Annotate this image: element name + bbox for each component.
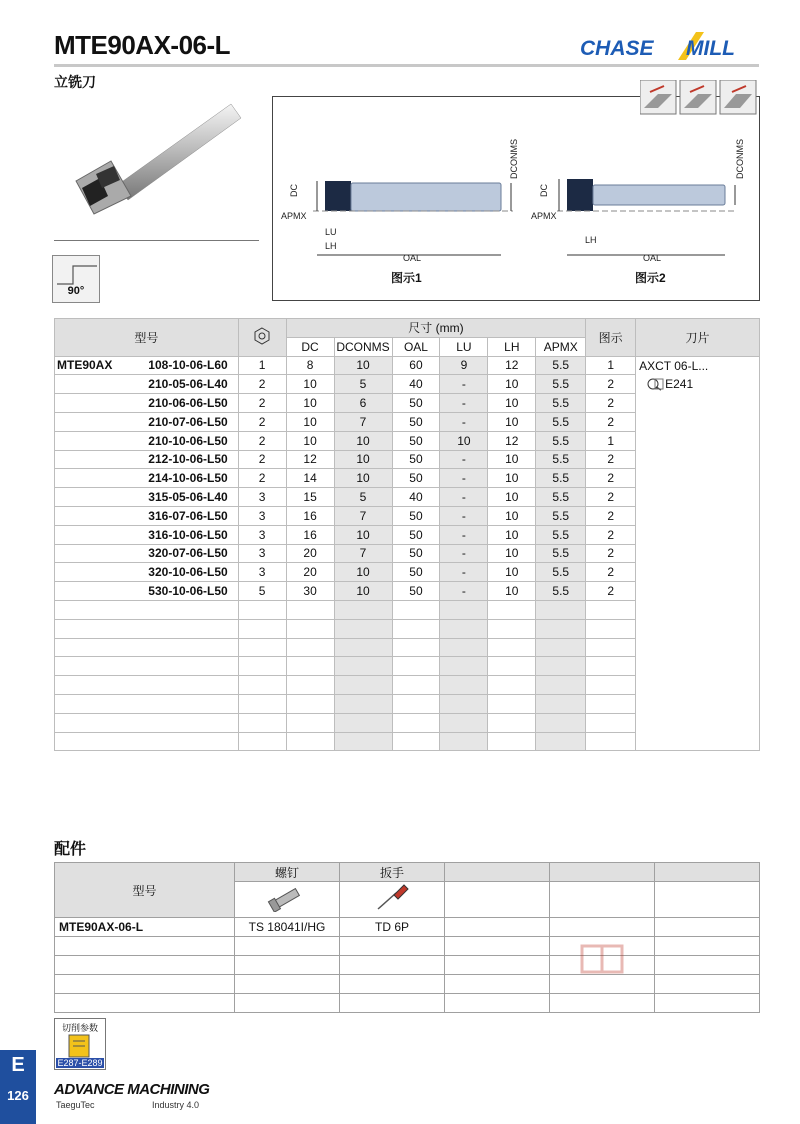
insert-name: AXCT 06-L... [639, 358, 709, 373]
acc-col-empty [445, 863, 550, 882]
cutting-params-label: 切削参数 [61, 1023, 98, 1033]
cell-dconms [334, 657, 392, 676]
cell-lh: 10 [488, 412, 536, 431]
model-code: 210-10-06-L50 [148, 433, 228, 448]
cell-z [238, 619, 286, 638]
svg-text:LH: LH [585, 235, 597, 245]
cell-lu: - [440, 412, 488, 431]
row-model [55, 488, 239, 507]
cell-lh [488, 657, 536, 676]
cell-dconms [334, 676, 392, 695]
svg-text:OAL: OAL [643, 253, 662, 263]
cell-fig: 2 [586, 544, 636, 563]
cell-dc: 30 [286, 582, 334, 601]
acc-col-model: 型号 [55, 863, 235, 918]
cell-dc: 10 [286, 394, 334, 413]
cell-fig [586, 676, 636, 695]
col-teeth-header [238, 319, 286, 357]
cell-oal: 40 [392, 375, 440, 394]
screw-image-cell [235, 882, 340, 918]
fig2-caption: 图示2 [635, 271, 666, 285]
cell-dconms [334, 638, 392, 657]
sub-header-oal: OAL [392, 337, 440, 356]
svg-text:DC: DC [289, 184, 299, 197]
cell-lh [488, 619, 536, 638]
cell-oal: 50 [392, 525, 440, 544]
sub-header-apmx: APMX [536, 337, 586, 356]
wrench-image-cell [340, 882, 445, 918]
cell-fig: 1 [586, 431, 636, 450]
svg-text:APMX: APMX [531, 211, 557, 221]
fig1-apmx: APMX [281, 211, 307, 221]
chasemill-logo [578, 30, 760, 64]
cell-fig: 2 [586, 525, 636, 544]
cell-z: 2 [238, 375, 286, 394]
cell-oal [392, 676, 440, 695]
cell-z [238, 638, 286, 657]
cell-apmx [536, 657, 586, 676]
fig1-caption: 图示1 [391, 271, 422, 285]
cell-lu [440, 619, 488, 638]
cell-lh [488, 694, 536, 713]
cell-lu: - [440, 544, 488, 563]
cell-lu: - [440, 488, 488, 507]
row-model [55, 694, 239, 713]
cell-z: 2 [238, 412, 286, 431]
row-model [55, 619, 239, 638]
cell-lu: 9 [440, 356, 488, 375]
cell-lu [440, 694, 488, 713]
cell-lh [488, 638, 536, 657]
model-code: 316-07-06-L50 [148, 508, 228, 523]
cell-lu [440, 676, 488, 695]
cell-lu [440, 600, 488, 619]
cell-lh: 12 [488, 431, 536, 450]
cell-apmx [536, 638, 586, 657]
acc-col-empty [655, 863, 760, 882]
cell-fig [586, 638, 636, 657]
end-mill-image [56, 96, 256, 236]
cell-lu [440, 638, 488, 657]
cell-lh: 10 [488, 469, 536, 488]
cell-dconms: 5 [334, 488, 392, 507]
svg-text:LU: LU [325, 227, 337, 237]
cell-dconms [334, 732, 392, 751]
acc-screw: TS 18041I/HG [235, 918, 340, 937]
cell-lh [488, 732, 536, 751]
row-model [55, 356, 239, 375]
cell-dconms: 7 [334, 506, 392, 525]
row-model [55, 638, 239, 657]
cell-apmx [536, 713, 586, 732]
angle-label: 90° [67, 285, 85, 297]
cell-oal: 50 [392, 431, 440, 450]
cell-fig: 2 [586, 394, 636, 413]
col-figure-header: 图示 [586, 319, 636, 357]
cell-dconms [334, 694, 392, 713]
cell-apmx: 5.5 [536, 506, 586, 525]
cell-fig [586, 657, 636, 676]
cell-fig [586, 713, 636, 732]
cell-z: 2 [238, 450, 286, 469]
cell-dc [286, 619, 334, 638]
cell-apmx [536, 600, 586, 619]
cell-lu: 10 [440, 431, 488, 450]
footer-brand: ADVANCE MACHINING [54, 1081, 210, 1098]
cell-dconms: 5 [334, 375, 392, 394]
cutting-params-ref[interactable]: E287-E289 [57, 1058, 103, 1068]
cell-z: 2 [238, 469, 286, 488]
cell-apmx: 5.5 [536, 582, 586, 601]
table-row [55, 356, 760, 375]
cell-lu: - [440, 506, 488, 525]
cell-dc [286, 694, 334, 713]
flute-count-icon [253, 327, 271, 345]
cell-oal [392, 619, 440, 638]
cell-lh: 10 [488, 563, 536, 582]
cell-oal [392, 713, 440, 732]
cell-oal: 50 [392, 412, 440, 431]
model-code: 210-06-06-L50 [148, 396, 228, 411]
model-code: 212-10-06-L50 [148, 452, 228, 467]
cell-oal: 50 [392, 469, 440, 488]
cell-apmx: 5.5 [536, 375, 586, 394]
row-model [55, 732, 239, 751]
specification-table [54, 318, 760, 751]
cell-dc: 10 [286, 431, 334, 450]
cell-z: 2 [238, 431, 286, 450]
svg-text:OAL: OAL [403, 253, 422, 263]
cell-z [238, 732, 286, 751]
acc-col-screw: 螺钉 [235, 863, 340, 882]
cell-apmx [536, 732, 586, 751]
footer-slogan: Industry 4.0 [152, 1100, 200, 1110]
cell-lh: 10 [488, 582, 536, 601]
cell-lh: 10 [488, 506, 536, 525]
cell-apmx [536, 619, 586, 638]
model-code: 214-10-06-L50 [148, 471, 228, 486]
row-model [55, 600, 239, 619]
cell-oal [392, 600, 440, 619]
cell-lh: 10 [488, 450, 536, 469]
cell-dc: 8 [286, 356, 334, 375]
cell-lu [440, 713, 488, 732]
cell-lu: - [440, 450, 488, 469]
cell-z: 5 [238, 582, 286, 601]
row-model [55, 469, 239, 488]
row-model [55, 412, 239, 431]
cell-oal: 50 [392, 506, 440, 525]
col-model-header: 型号 [55, 319, 239, 357]
cell-lh [488, 676, 536, 695]
cell-apmx: 5.5 [536, 525, 586, 544]
cell-oal: 50 [392, 582, 440, 601]
cell-apmx: 5.5 [536, 488, 586, 507]
page-title: MTE90AX-06-L [54, 30, 231, 60]
acc-model: MTE90AX-06-L [55, 918, 235, 937]
cell-lh: 10 [488, 488, 536, 507]
row-model [55, 563, 239, 582]
cell-dc: 10 [286, 412, 334, 431]
row-model [55, 713, 239, 732]
cell-oal: 50 [392, 544, 440, 563]
cell-lu: - [440, 563, 488, 582]
cell-z: 3 [238, 488, 286, 507]
section-letter: E [11, 1054, 25, 1076]
cell-dc: 16 [286, 506, 334, 525]
cell-apmx: 5.5 [536, 412, 586, 431]
dimension-drawing [273, 97, 759, 300]
cell-z: 3 [238, 563, 286, 582]
operation-icons [640, 80, 758, 116]
row-model [55, 450, 239, 469]
cell-dc [286, 638, 334, 657]
cell-z [238, 600, 286, 619]
cell-apmx: 5.5 [536, 469, 586, 488]
accessories-title: 配件 [54, 841, 87, 858]
cell-dc [286, 732, 334, 751]
cell-fig [586, 600, 636, 619]
cell-dc [286, 676, 334, 695]
row-model [55, 506, 239, 525]
cell-dconms: 7 [334, 412, 392, 431]
cell-lh: 10 [488, 544, 536, 563]
cell-dc: 20 [286, 563, 334, 582]
cell-fig: 2 [586, 506, 636, 525]
model-code: 210-07-06-L50 [148, 414, 228, 429]
cell-lh [488, 600, 536, 619]
cell-dconms: 10 [334, 563, 392, 582]
cell-oal: 40 [392, 488, 440, 507]
cell-lh: 10 [488, 375, 536, 394]
image-divider [54, 240, 259, 241]
cell-dconms: 6 [334, 394, 392, 413]
cell-lh: 10 [488, 525, 536, 544]
cell-dc: 16 [286, 525, 334, 544]
cell-dconms: 10 [334, 450, 392, 469]
cell-apmx [536, 676, 586, 695]
cell-dconms: 10 [334, 356, 392, 375]
cell-dconms: 7 [334, 544, 392, 563]
cell-z: 3 [238, 506, 286, 525]
cell-lu: - [440, 525, 488, 544]
model-code: 210-05-06-L40 [148, 377, 228, 392]
cell-dc: 10 [286, 375, 334, 394]
cell-apmx: 5.5 [536, 544, 586, 563]
footer-company: TaeguTec [56, 1100, 95, 1110]
cell-fig: 2 [586, 563, 636, 582]
cell-dconms [334, 600, 392, 619]
cell-dconms: 10 [334, 469, 392, 488]
cell-dc [286, 713, 334, 732]
dimension-diagram [272, 96, 760, 301]
insert-link[interactable] [639, 377, 759, 391]
model-code: 108-10-06-L60 [148, 358, 228, 373]
cell-dconms: 10 [334, 431, 392, 450]
cell-dc: 20 [286, 544, 334, 563]
cell-lu [440, 732, 488, 751]
cell-z [238, 657, 286, 676]
cell-dconms [334, 713, 392, 732]
cell-fig: 2 [586, 488, 636, 507]
cell-apmx: 5.5 [536, 450, 586, 469]
cell-z: 1 [238, 356, 286, 375]
cell-oal [392, 638, 440, 657]
cell-z: 3 [238, 544, 286, 563]
cell-oal [392, 694, 440, 713]
model-code: 315-05-06-L40 [148, 490, 228, 505]
cell-apmx: 5.5 [536, 356, 586, 375]
model-prefix: MTE90AX [57, 358, 113, 373]
col-dimensions-header: 尺寸 (mm) [286, 319, 586, 338]
cell-dc: 15 [286, 488, 334, 507]
cell-lu [440, 657, 488, 676]
cell-lu: - [440, 375, 488, 394]
cell-fig: 2 [586, 582, 636, 601]
cell-apmx: 5.5 [536, 431, 586, 450]
acc-col-wrench: 扳手 [340, 863, 445, 882]
cell-oal [392, 657, 440, 676]
acc-col-empty [550, 863, 655, 882]
cell-fig [586, 732, 636, 751]
sub-header-dc: DC [286, 337, 334, 356]
model-code: 320-07-06-L50 [148, 546, 228, 561]
cell-fig: 1 [586, 356, 636, 375]
model-code: 316-10-06-L50 [148, 527, 228, 542]
cell-fig: 2 [586, 450, 636, 469]
cell-lh: 12 [488, 356, 536, 375]
row-model [55, 525, 239, 544]
svg-text:MILL: MILL [686, 37, 735, 60]
cell-fig [586, 694, 636, 713]
row-model [55, 375, 239, 394]
title-rule [54, 64, 759, 67]
magnifier-icon [645, 377, 665, 391]
insert-ref[interactable]: E241 [665, 376, 694, 391]
cell-dconms: 10 [334, 582, 392, 601]
cell-z [238, 694, 286, 713]
cell-lh: 10 [488, 394, 536, 413]
cell-apmx [536, 694, 586, 713]
screw-icon [267, 884, 307, 912]
cell-dconms: 10 [334, 525, 392, 544]
svg-text:DCONMS: DCONMS [509, 139, 519, 179]
cell-oal: 50 [392, 394, 440, 413]
acc-wrench: TD 6P [340, 918, 445, 937]
watermark-logo [538, 940, 668, 1010]
svg-text:CHASE: CHASE [580, 37, 654, 60]
cell-lu: - [440, 582, 488, 601]
acc-row [55, 918, 760, 937]
cell-oal: 50 [392, 450, 440, 469]
cell-dc: 12 [286, 450, 334, 469]
row-model [55, 676, 239, 695]
model-code: 320-10-06-L50 [148, 565, 228, 580]
cell-dc [286, 657, 334, 676]
row-model [55, 431, 239, 450]
col-insert-header: 刀片 [636, 319, 760, 357]
sub-header-lu: LU [440, 337, 488, 356]
svg-text:LH: LH [325, 241, 337, 251]
cell-fig [586, 619, 636, 638]
cell-lh [488, 713, 536, 732]
cell-z [238, 676, 286, 695]
svg-text:DC: DC [539, 184, 549, 197]
cell-fig: 2 [586, 375, 636, 394]
cell-oal: 60 [392, 356, 440, 375]
cell-lu: - [440, 469, 488, 488]
cell-oal: 50 [392, 563, 440, 582]
cell-fig: 2 [586, 469, 636, 488]
svg-text:DCONMS: DCONMS [735, 139, 745, 179]
row-model [55, 394, 239, 413]
row-model [55, 582, 239, 601]
cell-fig: 2 [586, 412, 636, 431]
sub-header-dconms: DCONMS [334, 337, 392, 356]
cell-dconms [334, 619, 392, 638]
row-model [55, 544, 239, 563]
row-model [55, 657, 239, 676]
cell-dc: 14 [286, 469, 334, 488]
cell-apmx: 5.5 [536, 563, 586, 582]
page-subtitle: 立铣刀 [54, 74, 96, 90]
sub-header-lh: LH [488, 337, 536, 356]
cell-oal [392, 732, 440, 751]
wrench-icon [372, 883, 412, 913]
cell-z: 2 [238, 394, 286, 413]
cell-apmx: 5.5 [536, 394, 586, 413]
cell-z: 3 [238, 525, 286, 544]
insert-cell [636, 356, 760, 751]
model-code: 530-10-06-L50 [148, 584, 228, 599]
cell-z [238, 713, 286, 732]
page-number: 126 [7, 1088, 29, 1103]
cell-lu: - [440, 394, 488, 413]
cell-dc [286, 600, 334, 619]
